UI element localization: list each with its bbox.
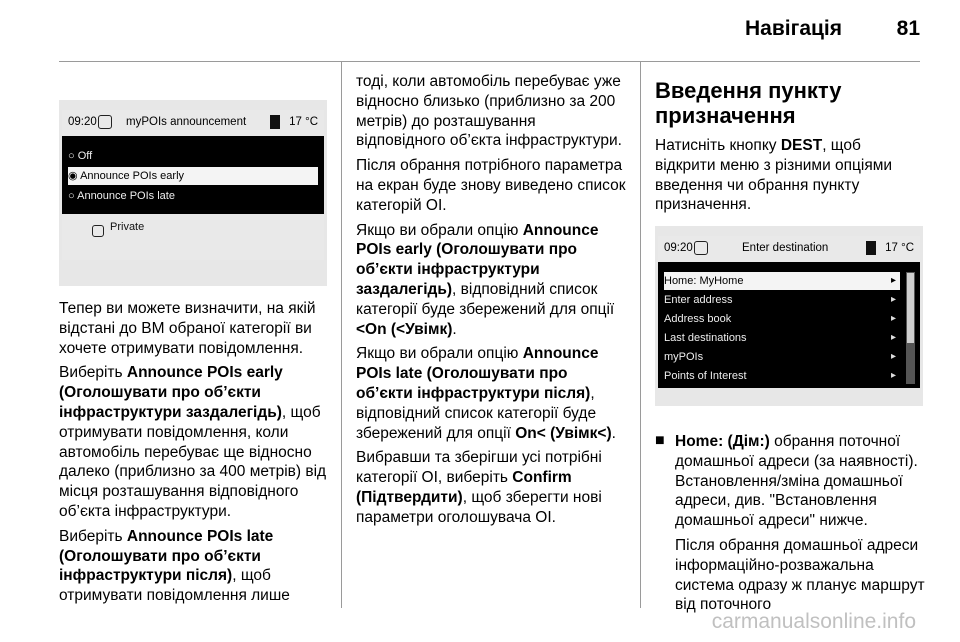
paragraph [356,344,628,443]
paragraph: Після обрання домашньої адреси інформаційно-розважальна система одразу ж планує маршрут від поточного [675,536,925,614]
text: Виберіть [59,527,127,545]
page-title: Навігація [744,17,842,40]
option-label: Announce POIs early [80,170,185,182]
option-label: Announce POIs late [77,190,175,202]
text: Якщо ви обрали опцію [356,345,523,363]
status-bar [658,236,920,262]
display-screen [658,236,920,388]
option-off[interactable] [68,147,318,165]
chevron-right-icon: ▸ [890,313,896,324]
menu-item-home[interactable] [664,272,900,290]
column-2 [356,72,628,533]
option-name: Announce POIs late (Оголошувати про об’єкти інфраструктури після) [59,527,274,585]
column-3-bullets [655,432,925,615]
text: , щоб отримувати повідомлення, коли автомобіль перебуває ще відносно далеко (приблизно за 400 метрів) від місця розташування відповідного об’єкта інфраструктури. [59,403,327,520]
menu-item-last-destinations[interactable] [664,329,900,347]
paragraph [655,136,925,215]
section-heading: Введення пункту призначення [655,78,842,128]
column-divider [341,62,342,608]
clock: 09:20 [664,242,693,254]
text: обрання поточної домашньої адреси (за наявності). Встановлення/зміна домашньої адреси, див. "Встановлення домашньої адреси" нижче. [675,433,918,530]
text: , відповідний список категорії буде збережений для опції [356,280,615,318]
radio-icon: ◉ [68,170,78,182]
option-name: Announce POIs late (Оголошувати про об’єкти інфраструктури після) [356,345,599,402]
chevron-right-icon: ▸ [890,294,896,305]
nav-icon [98,115,112,129]
watermark: carmanualsonline.info [711,610,916,633]
text: Виберіть [59,364,127,382]
radio-icon: ○ [68,150,75,162]
paragraph [356,221,628,340]
paragraph [675,432,925,531]
menu-item-mypois[interactable] [664,348,900,366]
temperature: 17 °C [885,242,914,254]
text: , щоб зберегти нові параметри оголошувача ОІ. [356,488,602,526]
option-announce-early[interactable] [68,167,318,185]
bullet-icon: ■ [655,432,665,449]
screenshot-poi-announcement [59,100,327,286]
column-3 [655,78,925,220]
item-label: Address book [664,313,732,325]
option-name: Announce POIs early (Оголошувати про об’єкти інфраструктури заздалегідь) [59,364,283,421]
item-label: Home: MyHome [664,275,744,287]
item-label: Last destinations [664,332,747,344]
private-label: Private [110,221,145,233]
page-number: 81 [896,17,920,40]
paragraph [59,363,331,521]
scrollbar-thumb[interactable] [907,273,914,343]
text: . [611,424,616,442]
screen-title: myPOIs announcement [126,116,247,128]
bullet-home [655,432,925,615]
menu-item-points-of-interest[interactable] [664,367,900,385]
screenshot-enter-destination [655,226,923,406]
item-label: Points of Interest [664,370,747,382]
column-1 [59,299,331,611]
paragraph [59,527,331,606]
option-name: Announce POIs early (Оголошувати про об’єкти інфраструктури заздалегідь) [356,221,599,298]
option-value: <On (<Увімк) [356,320,453,338]
item-label: myPOIs [664,351,704,363]
text: , щоб отримувати повідомлення лише [59,567,290,605]
header-rule [59,61,920,62]
text: . [452,320,457,338]
option-label: Off [77,150,93,162]
text: , відповідний список категорії буде збережений для опції [356,384,597,442]
item-label: Enter address [664,294,733,306]
radio-icon: ○ [68,190,75,202]
option-announce-late[interactable] [68,187,318,205]
paragraph: Тепер ви можете визначити, на якій відстані до ВМ обраної категорії ви хочете отримувати повідомлення. [59,300,316,357]
text: , щоб відкрити меню з різними опціями введення чи обрання пункту призначення. [655,137,893,214]
menu-item-enter-address[interactable] [664,291,900,309]
chevron-right-icon: ▸ [890,275,896,286]
chevron-right-icon: ▸ [890,351,896,362]
text: Натисніть кнопку [655,137,781,154]
text: Вибравши та зберігши усі потрібні категорії ОІ, виберіть [356,449,602,487]
nav-icon [694,241,708,255]
clock: 09:20 [68,116,97,128]
status-bar [62,110,324,136]
button-name: DEST [780,137,823,154]
paragraph: тоді, коли автомобіль перебуває уже відносно близько (приблизно за 200 метрів) до розташування відповідного об’єкта інфраструктури. [356,73,622,150]
display-screen [62,110,324,260]
option-name: Home: (Дім:) [675,433,770,450]
text: Якщо ви обрали опцію [356,221,523,239]
music-icon [270,115,280,129]
private-icon [92,225,104,237]
scrollbar[interactable] [906,272,915,384]
paragraph: Після обрання потрібного параметра на екран буде знову виведено список категорій ОІ. [356,157,626,214]
temperature: 17 °C [289,116,318,128]
music-icon [866,241,876,255]
paragraph [356,448,628,527]
menu-item-address-book[interactable] [664,310,900,328]
page-header [0,0,960,60]
chevron-right-icon: ▸ [890,370,896,381]
option-value: On< (Увімк<) [515,424,612,442]
option-name: Confirm (Підтвердити) [356,469,572,506]
chevron-right-icon: ▸ [890,332,896,343]
private-button[interactable] [62,214,324,260]
column-divider [640,62,641,608]
screen-title: Enter destination [742,242,829,254]
